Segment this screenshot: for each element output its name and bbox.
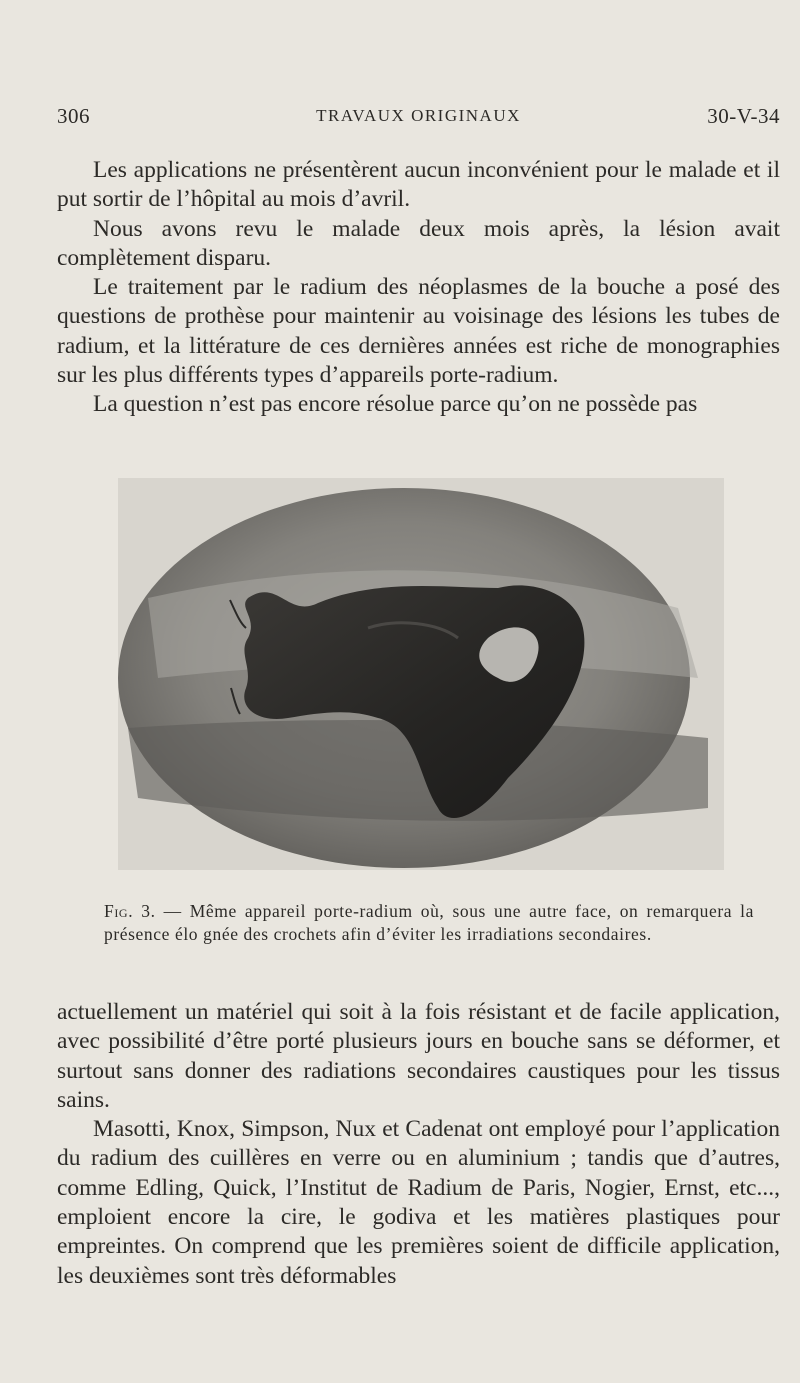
paragraph: Le traitement par le radium des néoplasmes de la bouche a posé des questions de prothèse pour maintenir au voisinage des lésions les tubes de radium, et la littérature de ces dernières années est riche de monographies sur les plus différents types d’appareils porte-radium. (57, 274, 780, 389)
figure-caption-text: — Même appareil porte-radium où, sous une autre face, on remarquera la présence élo gnée des crochets afin d’éviter les irradiations secondaires. (104, 901, 754, 944)
figure-caption (104, 900, 754, 945)
page-number: 306 (57, 104, 90, 128)
paragraph: actuellement un matériel qui soit à la fois résistant et de facile application, avec possibilité d’être porté plusieurs jours en bouche sans se déformer, et surtout sans donner des radiations secondaires caustiques pour les tissus sains. (57, 999, 780, 1113)
issue-date: 30-V-34 (707, 104, 780, 128)
text-block-bottom (57, 998, 780, 1291)
figure-label: Fig. 3. (104, 901, 156, 921)
figure-photograph (118, 478, 724, 870)
paragraph: Nous avons revu le malade deux mois après, la lésion avait complètement disparu. (57, 215, 780, 271)
paragraph: Les applications ne présentèrent aucun inconvénient pour le malade et il put sortir de l’hôpital au mois d’avril. (57, 157, 780, 213)
paragraph: Masotti, Knox, Simpson, Nux et Cadenat ont employé pour l’application du radium des cuillères en verre ou en aluminium ; tandis que d’autres, comme Edling, Quick, l’Institut de Radium de Paris, Nogier, Ernst, etc..., emploient encore la cire, le godiva et les matières plastiques pour empreintes. On comprend que les premières soient de difficile application, les deuxièmes sont très déformables (57, 1116, 780, 1289)
text-block-top (57, 156, 780, 420)
running-title: TRAVAUX ORIGINAUX (316, 106, 521, 125)
running-head (57, 104, 780, 134)
radium-appliance-photo (118, 478, 724, 870)
paragraph: La question n’est pas encore résolue parce qu’on ne possède pas (93, 391, 698, 418)
